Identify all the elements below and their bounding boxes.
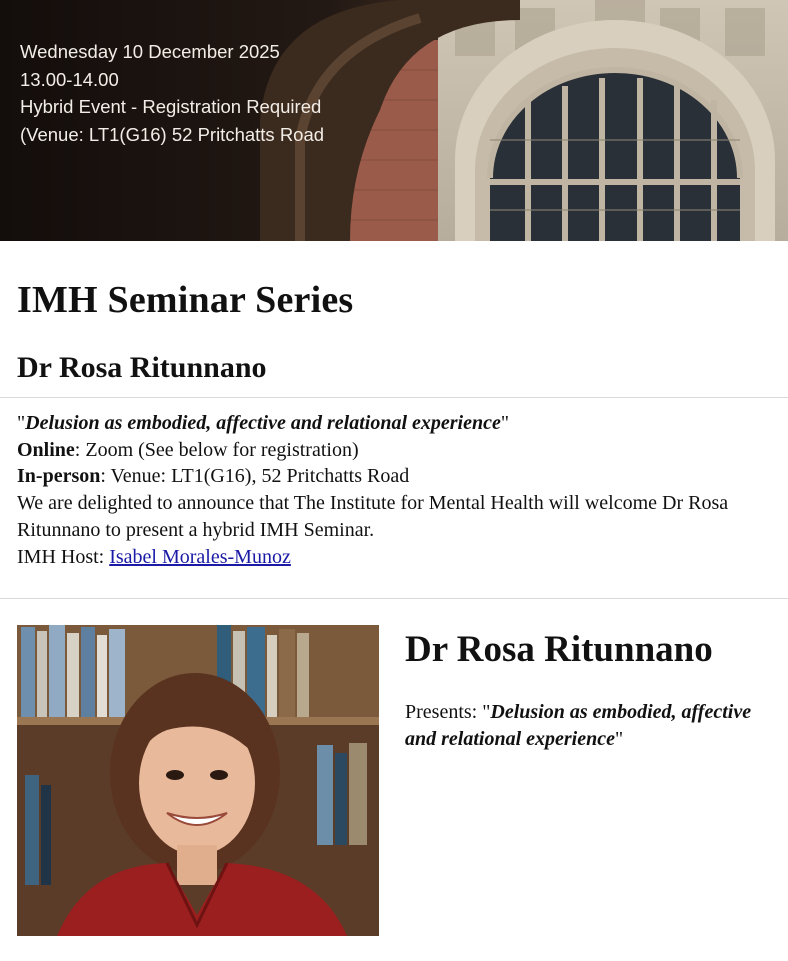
host-line: [17, 544, 777, 571]
talk-title: Delusion as embodied, affective and relational experience: [25, 412, 501, 434]
event-date: Wednesday 10 December 2025: [20, 41, 280, 62]
hero-text-overlay: [20, 38, 324, 148]
online-text: : Zoom (See below for registration): [74, 438, 359, 461]
speaker-portrait: [17, 625, 379, 936]
online-label: Online: [17, 438, 75, 461]
divider: [0, 598, 788, 599]
speaker-heading: Dr Rosa Ritunnano: [17, 351, 267, 384]
page-title: IMH Seminar Series: [17, 279, 354, 321]
card-presents-text: Presents: "Delusion as embodied, affective and relational experience": [405, 701, 752, 750]
host-label: IMH Host:: [17, 545, 110, 568]
divider: [0, 397, 788, 398]
talk-title-line: "Delusion as embodied, affective and relational experience": [17, 412, 510, 434]
inperson-line: [17, 463, 777, 490]
event-venue: (Venue: LT1(G16) 52 Pritchatts Road: [20, 123, 325, 145]
inperson-label: In-person: [17, 465, 101, 488]
announcement-text: We are delighted to announce that The Institute for Mental Health will welcome Dr Rosa Ritunnano to present a hybrid IMH Seminar.: [17, 492, 729, 541]
presents-label: Presents: ": [405, 701, 491, 723]
event-details: [17, 410, 777, 570]
card-speaker-name: Dr Rosa Ritunnano: [405, 629, 713, 670]
event-type: Hybrid Event - Registration Required: [20, 96, 322, 117]
card-talk-title: Delusion as embodied, affective and relational experience: [405, 701, 752, 750]
online-line: [17, 437, 777, 464]
host-link[interactable]: Isabel Morales-Munoz: [109, 545, 291, 568]
inperson-text: : Venue: LT1(G16), 52 Pritchatts Road: [100, 465, 410, 488]
event-time: 13.00-14.00: [20, 68, 119, 90]
hero-banner: [0, 0, 788, 241]
